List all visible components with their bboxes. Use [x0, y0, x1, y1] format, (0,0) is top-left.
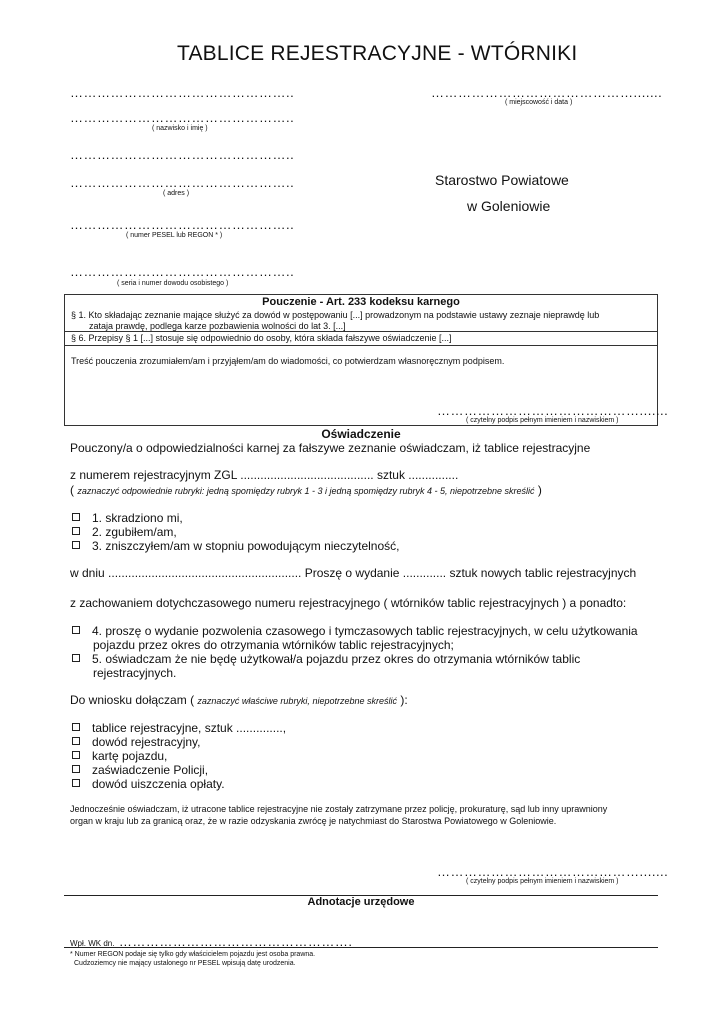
- option-4[interactable]: [72, 624, 638, 638]
- instruction-par-2: § 6. Przepisy § 1 [...] stosuje się odpowiednio do osoby, która składa fałszywe oświadczenie [...]: [71, 333, 452, 343]
- final-statement-2: organ w kraju lub za granicą oraz, że w razie odzyskania zwrócę je natychmiast do Starostwa Powiatowego w Goleniowie.: [70, 816, 557, 826]
- final-statement-1: Jednocześnie oświadczam, iż utracone tablice rejestracyjne nie zostały zatrzymane przez policję, prokuraturę, sąd lub inny uprawniony: [70, 804, 608, 814]
- checkbox-reason-2[interactable]: [72, 527, 80, 535]
- hint-open: (: [70, 483, 74, 497]
- official-heading: Adnotacje urzędowe: [307, 896, 415, 908]
- footnote-divider: [64, 947, 658, 948]
- name-label: ( nazwisko i imię ): [152, 125, 208, 132]
- wk-label: Wpł. WK dn.: [70, 939, 115, 948]
- attachment-2[interactable]: [72, 735, 201, 749]
- instruction-divider: [64, 331, 658, 332]
- dots-field-line-1[interactable]: …………………………………………..: [70, 85, 295, 100]
- checkbox-attachment-4[interactable]: [72, 765, 80, 773]
- footnote-1: * Numer REGON podaje się tylko gdy właścicielem pojazdu jest osoba prawna.: [70, 951, 316, 958]
- attachment-label-4: zaświadczenie Policji,: [92, 763, 209, 777]
- attachment-1[interactable]: [72, 721, 286, 735]
- id-doc-label: ( seria i numer dowodu osobistego ): [117, 280, 229, 287]
- place-date-label: ( miejscowość i data ): [505, 99, 573, 106]
- attach-heading: [70, 693, 408, 707]
- recipient-line-1: Starostwo Powiatowe: [435, 172, 569, 188]
- attachment-5[interactable]: [72, 777, 225, 791]
- checkbox-reason-1[interactable]: [72, 513, 80, 521]
- instruction-divider-2: [64, 345, 658, 346]
- declaration-signature-label: ( czytelny podpis pełnym imieniem i nazwiskiem ): [466, 878, 619, 885]
- declaration-signature-field[interactable]: ……………………………………….......: [437, 864, 669, 879]
- attach-close: ):: [400, 693, 408, 707]
- page-title: TABLICE REJESTRACYJNE - WTÓRNIKI: [177, 42, 578, 65]
- attach-open: (: [190, 693, 195, 707]
- reason-item-3[interactable]: [72, 539, 399, 553]
- recipient-line-2: w Goleniowie: [467, 198, 551, 214]
- address-label: ( adres ): [163, 190, 190, 197]
- name-field[interactable]: …………………………………………..: [70, 110, 295, 125]
- checkbox-option-5[interactable]: [72, 654, 80, 662]
- instruction-title: Pouczenie - Art. 233 kodeksu karnego: [262, 296, 460, 308]
- attachment-4[interactable]: [72, 763, 208, 777]
- option-4-label: 4. proszę o wydanie pozwolenia czasowego i tymczasowych tablic rejestracyjnych, w celu użytkowania: [92, 624, 638, 638]
- wk-dots[interactable]: …………………………………………….: [118, 934, 353, 949]
- attachment-label-1: tablice rejestracyjne, sztuk ..............,: [92, 721, 287, 735]
- reason-item-2[interactable]: [72, 525, 177, 539]
- attach-lead: Do wniosku dołączam: [70, 693, 187, 707]
- registration-line[interactable]: z numerem rejestracyjnym ZGL ........................................ sztuk ...............: [70, 468, 459, 482]
- instruction-par-1: § 1. Kto składając zeznanie mające służyć za dowód w postępowaniu [...] prowadzonym na podstawie ustawy zeznaje nieprawdę lub: [71, 310, 600, 320]
- date-request-line[interactable]: w dniu .......................................................... Proszę o wydanie ............. sztuk nowych tablic rejestracyjnych: [70, 566, 637, 580]
- instruction-ack: Treść pouczenia zrozumiałem/am i przyjąłem/am do wiadomości, co potwierdzam własnoręcznym podpisem.: [71, 356, 505, 366]
- checkbox-attachment-3[interactable]: [72, 751, 80, 759]
- id-doc-field[interactable]: …………………………………………..: [70, 264, 295, 279]
- attachment-label-5: dowód uiszczenia opłaty.: [92, 777, 225, 791]
- checkbox-attachment-1[interactable]: [72, 723, 80, 731]
- option-5-label: 5. oświadczam że nie będę użytkował/a pojazdu przez okres do otrzymania wtórników tablic: [92, 652, 581, 666]
- hint-close: ): [537, 483, 542, 497]
- declaration-intro: Pouczony/a o odpowiedzialności karnej za fałszywe zeznanie oświadczam, iż tablice rejestracyjne: [70, 441, 591, 455]
- checkbox-reason-3[interactable]: [72, 541, 80, 549]
- hint-text: zaznaczyć odpowiednie rubryki: jedną spomiędzy rubryk 1 - 3 i jedną spomiędzy rubryk 4 - 5, niepotrzebne skreślić: [77, 486, 535, 496]
- instruction-signature-label: ( czytelny podpis pełnym imieniem i nazwiskiem ): [466, 417, 619, 424]
- checkbox-option-4[interactable]: [72, 626, 80, 634]
- hint-line: [70, 483, 542, 497]
- option-5-cont: rejestracyjnych.: [93, 666, 177, 680]
- wk-row[interactable]: [70, 933, 353, 951]
- address-field-line-2[interactable]: …………………………………………..: [70, 175, 295, 190]
- option-4-cont: pojazdu przez okres do otrzymania wtórników tablic rejestracyjnych;: [93, 638, 454, 652]
- continue-line: z zachowaniem dotychczasowego numeru rejestracyjnego ( wtórników tablic rejestracyjnych ) a ponadto:: [70, 596, 627, 610]
- attachment-label-2: dowód rejestracyjny,: [92, 735, 201, 749]
- option-5[interactable]: [72, 652, 580, 666]
- pesel-label: ( numer PESEL lub REGON * ): [126, 232, 223, 239]
- footnote-2: Cudzoziemcy nie mający ustalonego nr PESEL wpisują datę urodzenia.: [74, 960, 296, 967]
- reason-label-3: 3. zniszczyłem/am w stopniu powodującym nieczytelność,: [92, 539, 400, 553]
- instruction-par-1-cont: zataja prawdę, podlega karze pozbawienia wolności do lat 3. [...]: [89, 321, 346, 331]
- reason-item-1[interactable]: [72, 511, 183, 525]
- reason-label-1: 1. skradziono mi,: [92, 511, 183, 525]
- instruction-signature-field[interactable]: ……………………………………….......: [437, 403, 669, 418]
- place-date-field[interactable]: ……………………………………….......: [431, 85, 663, 100]
- checkbox-attachment-2[interactable]: [72, 737, 80, 745]
- checkbox-attachment-5[interactable]: [72, 779, 80, 787]
- reason-label-2: 2. zgubiłem/am,: [92, 525, 177, 539]
- attach-hint: zaznaczyć właściwe rubryki, niepotrzebne skreślić: [197, 696, 397, 706]
- attachment-3[interactable]: [72, 749, 167, 763]
- address-field-line-1[interactable]: …………………………………………..: [70, 147, 295, 162]
- attachment-label-3: kartę pojazdu,: [92, 749, 168, 763]
- declaration-heading: Oświadczenie: [321, 427, 401, 441]
- pesel-field[interactable]: …………………………………………..: [70, 217, 295, 232]
